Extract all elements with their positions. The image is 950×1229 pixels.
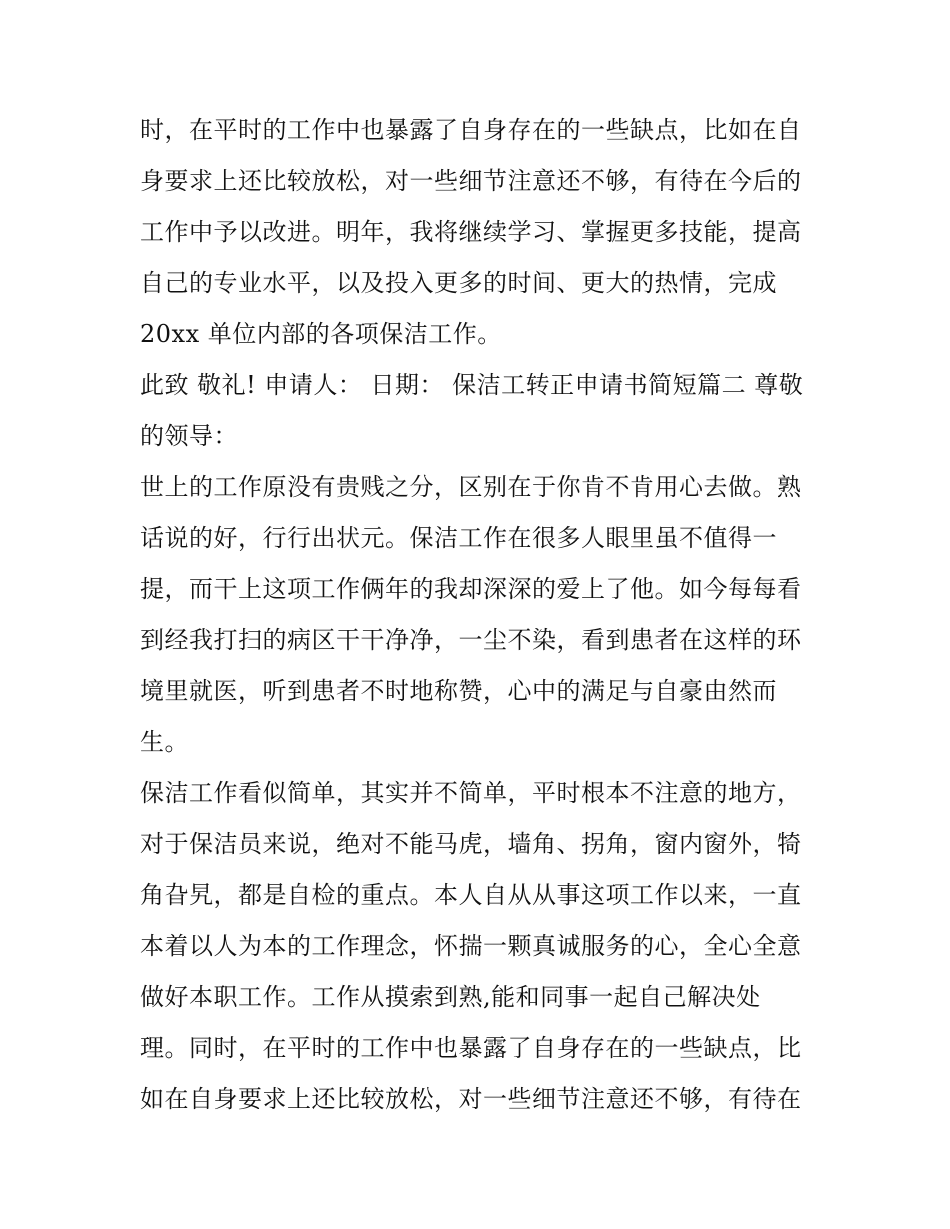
text-line: 20xx 单位内部的各项保洁工作。 — [140, 320, 502, 348]
text-line: 世上的工作原没有贵贱之分，区别在于你肯不肯用心去做。熟 — [140, 473, 802, 501]
text-line: 此致 敬礼! 申请人： 日期： 保洁工转正申请书简短篇二 尊敬 — [140, 371, 804, 399]
text-line: 到经我打扫的病区干干净净，一尘不染，看到患者在这样的环 — [140, 626, 802, 654]
text-line: 做好本职工作。工作从摸索到熟,能和同事一起自己解决处 — [140, 983, 761, 1011]
text-line: 提，而干上这项工作俩年的我却深深的爱上了他。如今每每看 — [140, 575, 802, 603]
text-line: 本着以人为本的工作理念，怀揣一颗真诚服务的心，全心全意 — [140, 932, 802, 960]
text-line: 如在自身要求上还比较放松，对一些细节注意还不够，有待在 — [140, 1085, 802, 1113]
text-line: 保洁工作看似简单，其实并不简单，平时根本不注意的地方， — [140, 779, 802, 807]
text-line: 理。同时，在平时的工作中也暴露了自身存在的一些缺点，比 — [140, 1034, 802, 1062]
text-line: 身要求上还比较放松，对一些细节注意还不够，有待在今后的 — [140, 167, 802, 195]
text-line: 对于保洁员来说，绝对不能马虎，墙角、拐角，窗内窗外，犄 — [140, 830, 802, 858]
text-line: 境里就医，听到患者不时地称赞，心中的满足与自豪由然而 — [140, 677, 777, 705]
text-line: 时，在平时的工作中也暴露了自身存在的一些缺点，比如在自 — [140, 116, 802, 144]
text-line: 的领导： — [140, 422, 238, 450]
text-line: 自己的专业水平，以及投入更多的时间、更大的热情，完成 — [140, 269, 777, 297]
text-line: 工作中予以改进。明年，我将继续学习、掌握更多技能，提高 — [140, 218, 802, 246]
text-line: 话说的好，行行出状元。保洁工作在很多人眼里虽不值得一 — [140, 524, 777, 552]
text-line: 角旮旯，都是自检的重点。本人自从从事这项工作以来，一直 — [140, 881, 802, 909]
body-text — [140, 108, 820, 1128]
text-line: 生。 — [140, 728, 189, 756]
